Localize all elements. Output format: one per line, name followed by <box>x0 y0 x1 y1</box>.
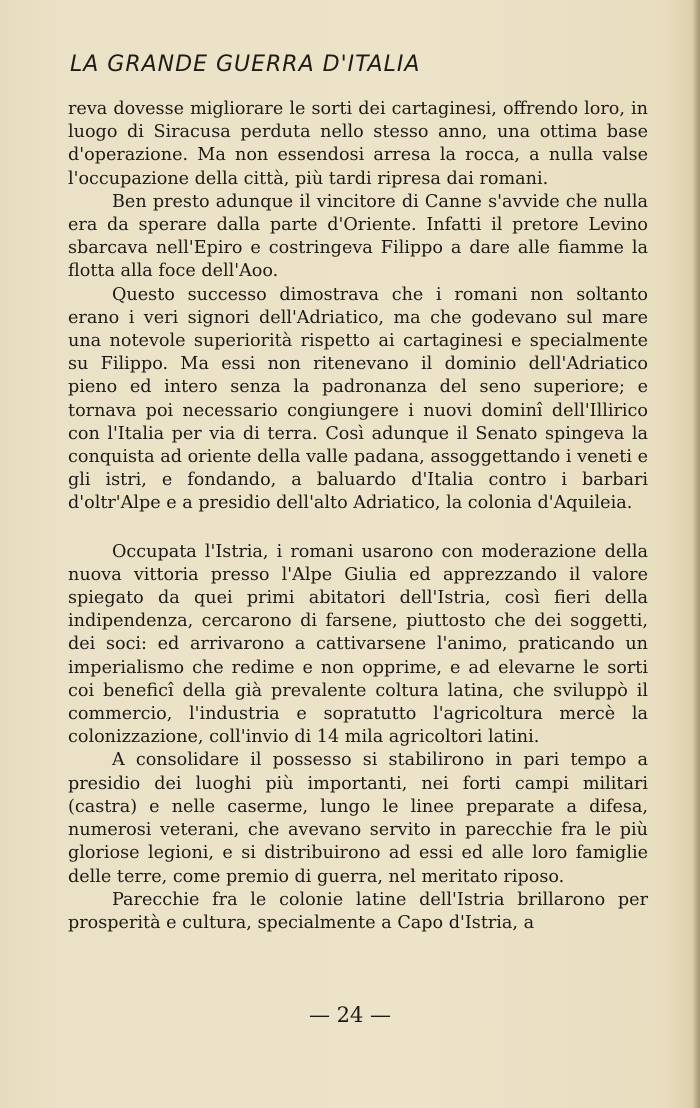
paragraph-presidio: A consolidare il possesso si stabilirono in pari tempo a presidio dei luoghi più importanti, nei forti campi militari (castra) e nelle caserme, lungo le linee preparate a difesa, numerosi veterani, che avevano servito in parecchie fra le più gloriose legioni, e si distribuirono ad essi ed alle loro famiglie delle terre, come premio di guerra, nel meritato riposo. <box>68 750 648 887</box>
page-edge-shadow <box>692 0 700 1108</box>
paragraph-colonie: Parecchie fra le colonie latine dell'Istria brillarono per prosperità e cultura, specialmente a Capo d'Istria, a <box>68 889 648 933</box>
page-number: — 24 — <box>308 1003 392 1027</box>
paragraph-canne: Ben presto adunque il vincitore di Canne s'avvide che nulla era da sperare dalla parte d'Oriente. Infatti il pretore Levino sbarcava nell'Epiro e costringeva Filippo a dare alle fiamme la flotta alla foce dell'Aoo. <box>68 191 648 282</box>
paragraph-continuation: reva dovesse migliorare le sorti dei cartaginesi, offrendo loro, in luogo di Siracusa perduta nello stesso anno, una ottima base d'operazione. Ma non essendosi arresa la rocca, a nulla valse l'occupazione della città, più tardi ripresa dai romani. <box>68 99 648 189</box>
paragraph-istria: Occupata l'Istria, i romani usarono con moderazione della nuova vittoria presso l'Alpe Giulia ed apprezzando il valore spiegato da quei primi abitatori dell'Istria, così fieri della indipendenza, cercarono di farsene, piuttosto che dei soggetti, dei soci: ed arrivarono a cattivarsene l'animo, praticando un imperialismo che redime e non opprime, e ad elevarne le sorti coi beneficî della già prevalente coltura latina, che sviluppò il commercio, l'industria e sopratutto l'agricoltura mercè la colonizzazione, coll'invio di 14 mila agricoltori latini. <box>68 541 648 748</box>
running-head: LA GRANDE GUERRA D'ITALIA <box>70 52 421 77</box>
paragraph-adriatico: Questo successo dimostrava che i romani non soltanto erano i veri signori dell'Adriatico, ma che godevano sul mare una notevole superiorità rispetto ai cartaginesi e specialmente su Filippo. Ma essi non ritenevano il dominio dell'Adriatico pieno ed intero senza la padronanza del seno superiore; e tornava poi necessario congiungere i nuovi dominî dell'Illirico con l'Italia per via di terra. Così adunque il Senato spingeva la conquista ad oriente della valle padana, assoggettando i veneti e gli istri, e fondando, a baluardo d'Italia contro i barbari d'oltr'Alpe e a presidio dell'alto Adriatico, la colonia d'Aquileia. <box>68 284 648 514</box>
body-text <box>68 98 648 935</box>
